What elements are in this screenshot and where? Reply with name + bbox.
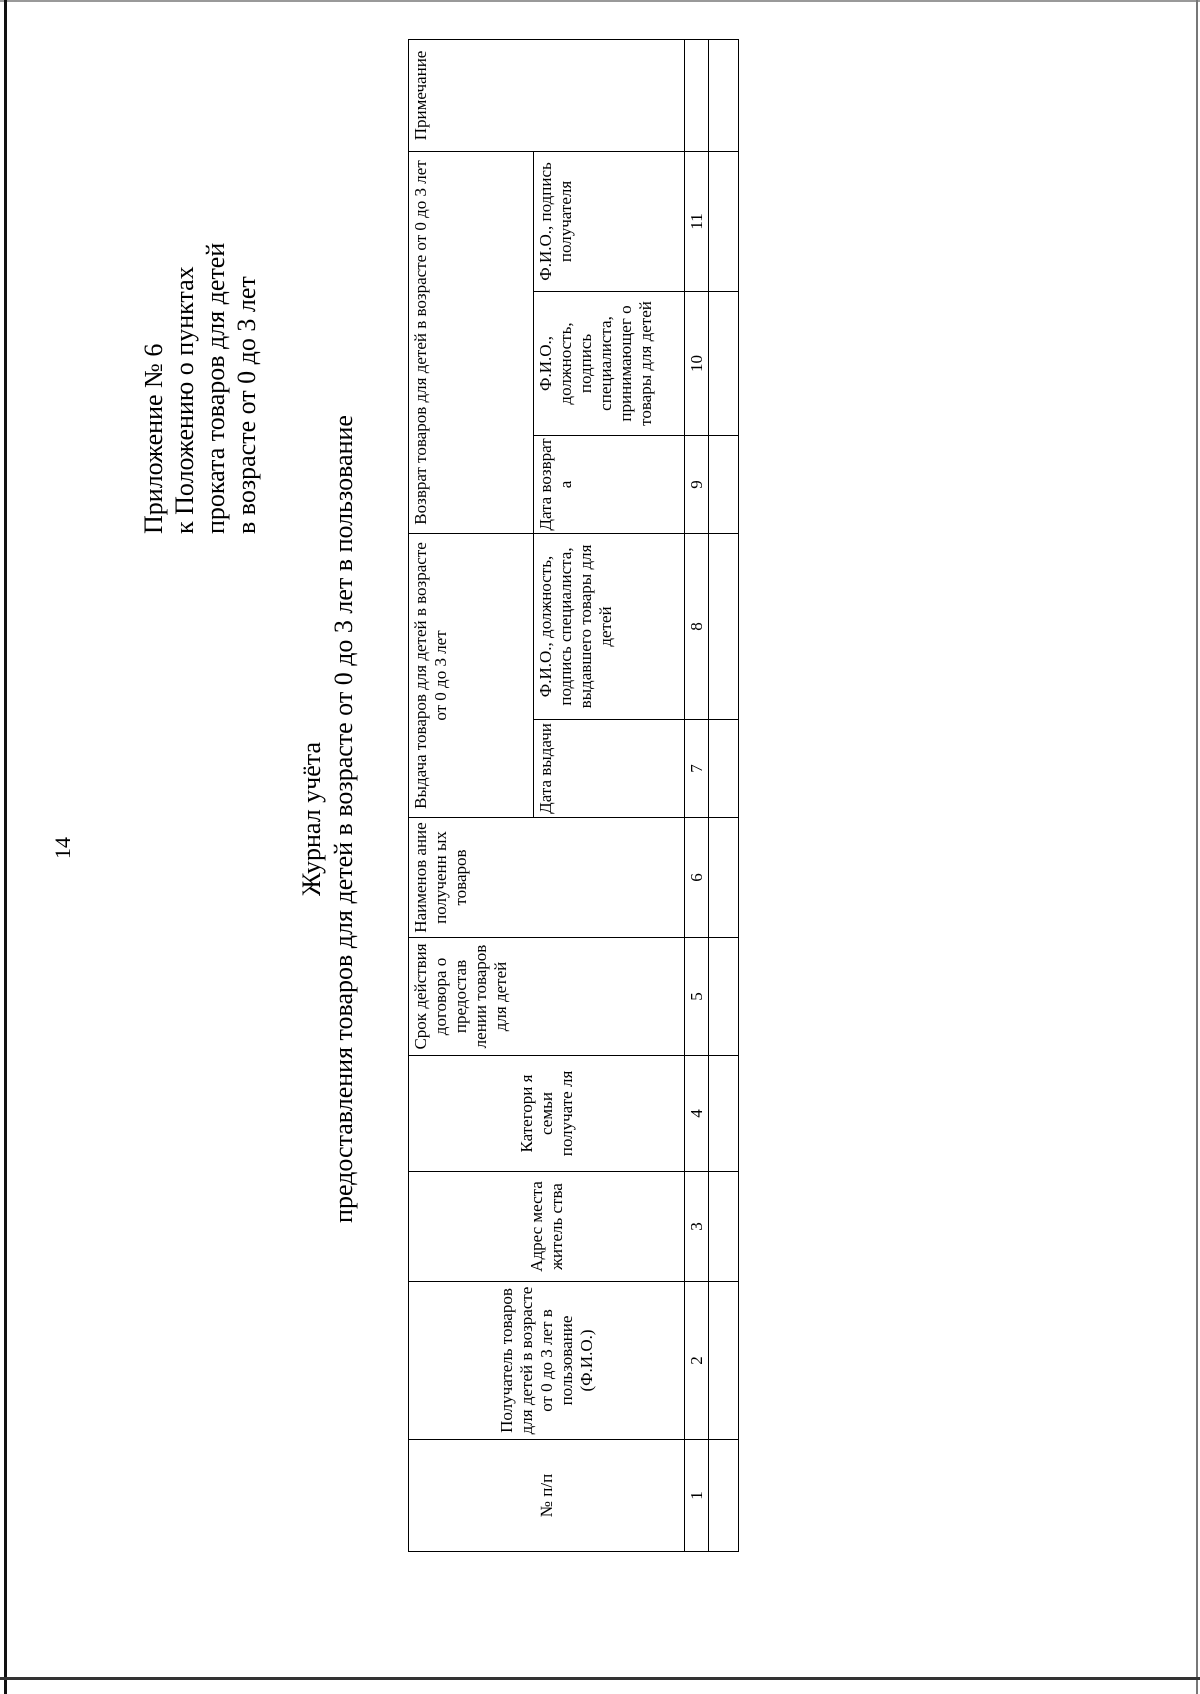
header-cell-goods: Наименов ание полученн ых товаров	[409, 818, 685, 938]
column-number: 1	[685, 1440, 709, 1552]
appendix-line-1: Приложение № 6	[139, 343, 168, 534]
page-number: 14	[50, 837, 75, 859]
header-group-return: Возврат товаров для детей в возрасте от 0 до 3 лет	[409, 151, 534, 533]
document-title	[296, 244, 360, 1394]
header-cell-return-date: Дата возврат а	[534, 435, 685, 533]
header-cell-issue-date: Дата выдачи	[534, 720, 685, 818]
header-cell-return-staff: Ф.И.О., должность, подпись специалиста, принимающег о товары для детей	[534, 291, 685, 435]
header-cell-no: № п/п	[409, 1440, 685, 1552]
header-cell-note: Примечание	[409, 39, 685, 151]
appendix-line-3: проката товаров для детей	[201, 242, 230, 534]
appendix-line-2: к Положению о пунктах	[170, 266, 199, 534]
appendix-line-4: в возрасте от 0 до 3 лет	[232, 276, 261, 534]
column-number: 9	[685, 435, 709, 533]
table-cell	[709, 291, 739, 435]
header-cell-term: Срок действия договора о предостав лении товаров для детей	[409, 938, 685, 1056]
column-number: 7	[685, 720, 709, 818]
title-line-1: Журнал учёта	[297, 741, 326, 897]
header-cell-category: Категори я семьи получате ля	[409, 1056, 685, 1172]
header-cell-address: Адрес места житель ства	[409, 1172, 685, 1282]
table-cell	[709, 1440, 739, 1552]
column-number: 8	[685, 533, 709, 719]
table-cell	[709, 1282, 739, 1440]
table-cell	[709, 151, 739, 291]
table-cell	[709, 39, 739, 151]
table-cell	[709, 938, 739, 1056]
table-cell	[709, 435, 739, 533]
appendix-header	[138, 94, 262, 534]
table-column-numbers-row	[685, 39, 709, 1551]
title-line-2: предоставления товаров для детей в возрасте от 0 до 3 лет в пользование	[329, 415, 358, 1223]
header-cell-issue-staff: Ф.И.О., должность, подпись специалиста, выдавшего товары для детей	[534, 533, 685, 719]
table-row	[709, 39, 739, 1551]
table-header-row	[409, 39, 534, 1551]
journal-table	[408, 39, 739, 1552]
header-cell-return-recipient: Ф.И.О., подпись получателя	[534, 151, 685, 291]
table-cell	[709, 533, 739, 719]
column-number: 3	[685, 1172, 709, 1282]
table-cell	[709, 720, 739, 818]
header-cell-recipient: Получатель товаров для детей в возрасте от 0 до 3 лет в пользование (Ф.И.О.)	[409, 1282, 685, 1440]
table-cell	[709, 1056, 739, 1172]
column-number: 4	[685, 1056, 709, 1172]
column-number	[685, 39, 709, 151]
header-group-issue: Выдача товаров для детей в возрасте от 0 до 3 лет	[409, 533, 534, 817]
column-number: 5	[685, 938, 709, 1056]
column-number: 6	[685, 818, 709, 938]
column-number: 11	[685, 151, 709, 291]
table-cell	[709, 818, 739, 938]
column-number: 2	[685, 1282, 709, 1440]
table-cell	[709, 1172, 739, 1282]
column-number: 10	[685, 291, 709, 435]
